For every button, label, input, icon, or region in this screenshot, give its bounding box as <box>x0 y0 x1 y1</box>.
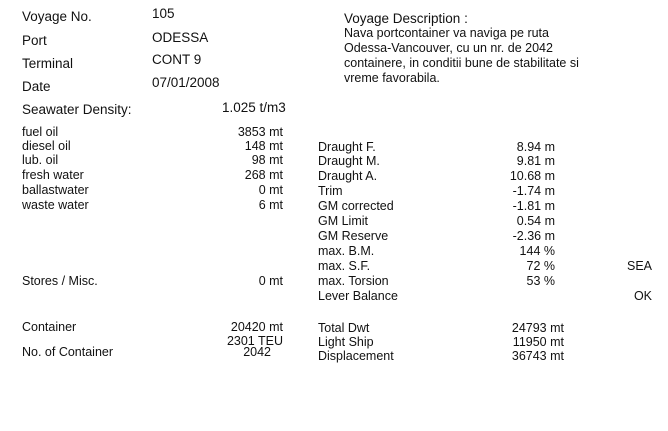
container-count-label: No. of Container <box>22 345 114 359</box>
stability-value: 8.94 m <box>516 140 555 154</box>
stability-status: OK <box>633 289 652 303</box>
date-value: 07/01/2008 <box>152 75 220 90</box>
stability-value: 53 % <box>526 274 555 288</box>
terminal-value: CONT 9 <box>152 52 202 67</box>
total-label: Light Ship <box>318 335 374 349</box>
stability-label: max. S.F. <box>318 259 371 273</box>
container-label: Container <box>22 320 77 334</box>
container-teu: 2301 TEU <box>226 334 283 348</box>
stability-label: Draught A. <box>318 169 378 183</box>
voyage-label: Voyage No. <box>22 9 92 24</box>
tank-value: 6 mt <box>258 198 283 212</box>
stability-value: 144 % <box>519 244 555 258</box>
port-value: ODESSA <box>152 30 209 45</box>
tank-value: 98 mt <box>251 153 283 167</box>
voyage-description-line: containere, in conditii bune de stabilitate si <box>344 56 579 70</box>
terminal-label: Terminal <box>22 56 74 71</box>
seawater-density-value: 1.025 t/m3 <box>222 100 286 115</box>
port-label: Port <box>22 33 47 48</box>
total-label: Total Dwt <box>318 321 370 335</box>
tank-value: 0 mt <box>258 183 283 197</box>
voyage-description-line: Nava portcontainer va naviga pe ruta <box>344 26 549 40</box>
seawater-density-label: Seawater Density: <box>22 102 132 117</box>
tank-value: 268 mt <box>244 168 283 182</box>
stability-value: -1.81 m <box>512 199 555 213</box>
total-label: Displacement <box>318 349 394 363</box>
stability-label: GM Limit <box>318 214 368 228</box>
stability-value: 0.54 m <box>516 214 555 228</box>
voyage-description-label: Voyage Description : <box>344 11 468 26</box>
voyage-description-line: Odessa-Vancouver, cu un nr. de 2042 <box>344 41 553 55</box>
stability-label: Trim <box>318 184 343 198</box>
tank-label: waste water <box>22 198 89 212</box>
stability-value: 9.81 m <box>516 154 555 168</box>
stability-label: Draught M. <box>318 154 380 168</box>
stability-value: 72 % <box>526 259 555 273</box>
container-count-value: 2042 <box>243 345 271 359</box>
stability-label: Lever Balance <box>318 289 398 303</box>
stability-label: Draught F. <box>318 140 376 154</box>
voyage-value: 105 <box>152 6 175 21</box>
stability-label: GM Reserve <box>318 229 389 243</box>
stability-status: SEA <box>626 259 652 273</box>
tank-label: diesel oil <box>22 139 71 153</box>
stability-value: -2.36 m <box>512 229 555 243</box>
stability-value: -1.74 m <box>512 184 555 198</box>
voyage-description-line: vreme favorabila. <box>344 71 440 85</box>
tank-label: fresh water <box>22 168 84 182</box>
stability-label: max. B.M. <box>318 244 375 258</box>
total-value: 11950 mt <box>512 335 564 349</box>
stability-value: 10.68 m <box>509 169 555 183</box>
stability-label: max. Torsion <box>318 274 389 288</box>
voyage-description <box>344 11 644 86</box>
container-mt: 20420 mt <box>230 320 283 334</box>
tank-value: 148 mt <box>244 139 283 153</box>
stores-value: 0 mt <box>258 274 283 288</box>
stores-label: Stores / Misc. <box>22 274 98 288</box>
total-value: 36743 mt <box>511 349 564 363</box>
tank-label: ballastwater <box>22 183 89 197</box>
stability-label: GM corrected <box>318 199 394 213</box>
tank-label: fuel oil <box>22 125 59 139</box>
date-label: Date <box>22 79 51 94</box>
tank-value: 3853 mt <box>237 125 283 139</box>
tank-label: lub. oil <box>22 153 59 167</box>
total-value: 24793 mt <box>511 321 564 335</box>
